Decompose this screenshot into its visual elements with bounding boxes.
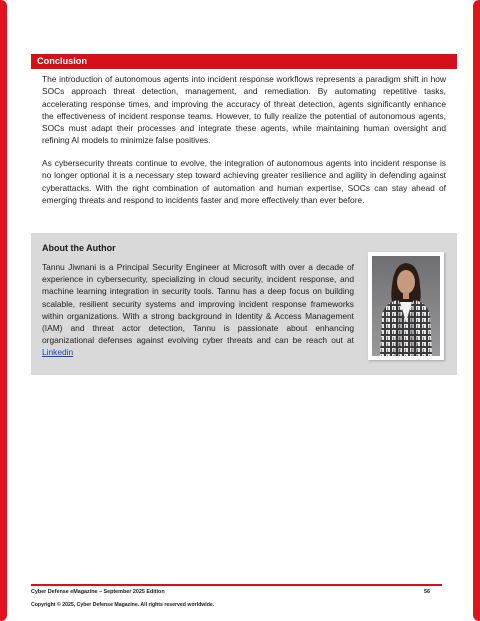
- author-bio: [42, 261, 354, 359]
- conclusion-paragraph-1: The introduction of autonomous agents into incident response workflows represents a paradigm shift in how SOCs approach threat detection, management, and remediation. By automating repetitive tasks, accelerating response times, and improving the accuracy of threat detection, agents significantly enhance the effectiveness of incident response teams. However, to fully realize the potential of autonomous agents, SOCs must adapt their processes and integrate these agents, while maintaining human oversight and refining AI models to minimize false positives.: [42, 74, 446, 146]
- footer-edition: Cyber Defense eMagazine – September 2025 Edition: [31, 589, 165, 595]
- right-edge-accent: [473, 0, 480, 621]
- conclusion-paragraph-2: As cybersecurity threats continue to evolve, the integration of autonomous agents into incident response is no longer optional it is a necessary step toward achieving greater resilience and agility in defending against cyberattacks. With the right combination of automation and human expertise, SOCs can stay ahead of emerging threats and respond to incidents faster and more effectively than ever before.: [42, 158, 446, 205]
- left-edge-accent: [0, 0, 7, 621]
- page-number: 56: [424, 589, 430, 595]
- author-bio-text: Tannu Jiwnani is a Principal Security Engineer at Microsoft with over a decade of experience in cybersecurity, specializing in cloud security, incident response, and machine learning integration in security tools. Tannu has a deep focus on building scalable, resilient security systems and improving incident response frameworks within organizations. With a strong background in Identity & Access Management (IAM) and threat actor detection, Tannu is passionate about enhancing organizational defenses against evolving cyber threats and can be reach out at: [42, 262, 354, 346]
- section-title: Conclusion: [31, 54, 457, 69]
- author-photo: [368, 252, 444, 360]
- linkedin-link[interactable]: Linkedin: [42, 347, 74, 358]
- author-heading: About the Author: [42, 243, 116, 253]
- about-author-box: [31, 233, 457, 375]
- footer-divider: [31, 584, 442, 586]
- footer-copyright: Copyright © 2025, Cyber Defense Magazine. All rights reserved worldwide.: [31, 602, 215, 608]
- author-portrait-image: [372, 256, 440, 356]
